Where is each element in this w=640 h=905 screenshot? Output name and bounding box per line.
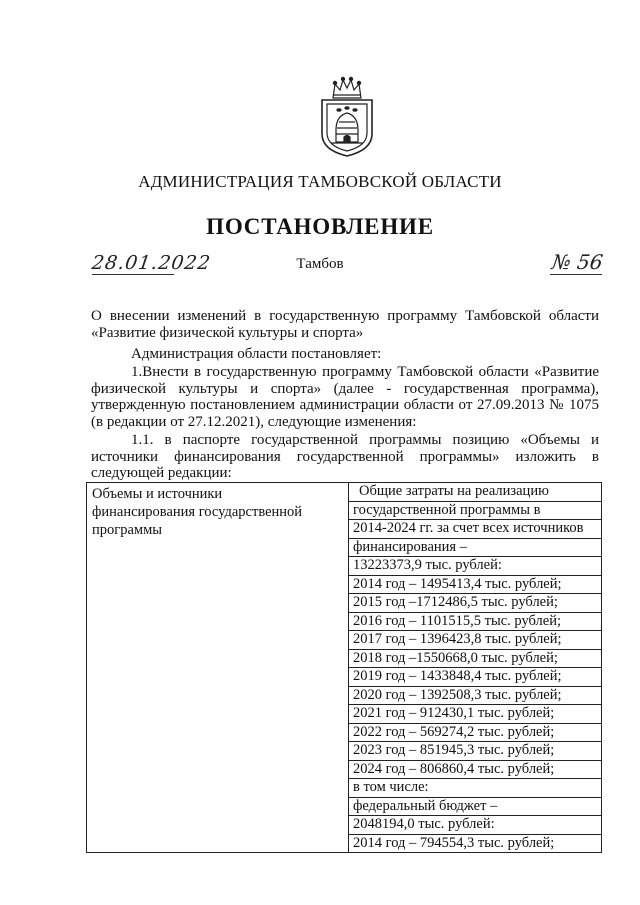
value-line: 13223373,9 тыс. рублей: bbox=[349, 557, 601, 576]
value-line: в том числе: bbox=[349, 779, 601, 798]
table-row bbox=[87, 483, 602, 853]
paragraph-line: физической культуры и спорта» (далее - государственная программа), bbox=[91, 380, 599, 397]
table-cell-label bbox=[87, 483, 349, 853]
tambov-coat-of-arms-icon bbox=[316, 76, 378, 158]
value-line: 2015 год –1712486,5 тыс. рублей; bbox=[349, 594, 601, 613]
value-line: 2019 год – 1433848,4 тыс. рублей; bbox=[349, 668, 601, 687]
value-line: Общие затраты на реализацию bbox=[349, 483, 601, 502]
paragraph-intro bbox=[91, 346, 599, 363]
value-line: 2014 год – 1495413,4 тыс. рублей; bbox=[349, 576, 601, 595]
value-line: государственной программы в bbox=[349, 502, 601, 521]
value-line: 2017 год – 1396423,8 тыс. рублей; bbox=[349, 631, 601, 650]
value-line: 2022 год – 569274,2 тыс. рублей; bbox=[349, 724, 601, 743]
number-underline bbox=[550, 274, 602, 275]
label-line: финансирования государственной bbox=[92, 504, 303, 520]
value-line: 2018 год –1550668,0 тыс. рублей; bbox=[349, 650, 601, 669]
paragraph-line: следующей редакции: bbox=[91, 465, 232, 481]
value-line: финансирования – bbox=[349, 539, 601, 558]
value-line: федеральный бюджет – bbox=[349, 798, 601, 817]
subject-line: «Развитие физической культуры и спорта» bbox=[91, 324, 364, 341]
label-line: Объемы и источники bbox=[92, 486, 223, 502]
value-line: 2024 год – 806860,4 тыс. рублей; bbox=[349, 761, 601, 780]
value-line: 2023 год – 851945,3 тыс. рублей; bbox=[349, 742, 601, 761]
subject-line: О внесении изменений в государственную программу Тамбовской области bbox=[91, 308, 599, 324]
passport-table bbox=[86, 482, 602, 853]
value-line: 2020 год – 1392508,3 тыс. рублей; bbox=[349, 687, 601, 706]
table-cell-value bbox=[349, 483, 602, 853]
value-line: 2014-2024 гг. за счет всех источников bbox=[349, 520, 601, 539]
document-subject bbox=[91, 308, 599, 341]
paragraph-line: 1.Внести в государственную программу Тамбовской области «Развитие bbox=[131, 364, 599, 380]
paragraph-line: источники финансирования государственной программы» изложить в bbox=[91, 448, 599, 465]
organization-title: АДМИНИСТРАЦИЯ ТАМБОВСКОЙ ОБЛАСТИ bbox=[138, 172, 502, 191]
paragraph-line: Администрация области постановляет: bbox=[131, 346, 382, 362]
date-underline bbox=[92, 274, 174, 275]
value-line: 2048194,0 тыс. рублей: bbox=[349, 816, 601, 835]
paragraph-line: 1.1. в паспорте государственной программы позицию «Объемы и bbox=[131, 432, 599, 448]
label-line: программы bbox=[92, 522, 162, 538]
value-line: 2021 год – 912430,1 тыс. рублей; bbox=[349, 705, 601, 724]
value-line: 2016 год – 1101515,5 тыс. рублей; bbox=[349, 613, 601, 632]
paragraph-amendment bbox=[91, 364, 599, 430]
paragraph-item-1-1 bbox=[91, 432, 599, 482]
paragraph-line: утвержденную постановлением администрации области от 27.09.2013 № 1075 bbox=[91, 397, 599, 413]
value-line: 2014 год – 794554,3 тыс. рублей; bbox=[353, 834, 555, 851]
paragraph-line: (в редакции от 27.12.2021), следующие изменения: bbox=[91, 413, 417, 430]
document-type-heading: ПОСТАНОВЛЕНИЕ bbox=[206, 214, 434, 239]
handwritten-date: 28.01.2022 bbox=[90, 252, 213, 274]
city-name: Тамбов bbox=[296, 256, 344, 272]
handwritten-number: № 56 bbox=[550, 250, 605, 274]
